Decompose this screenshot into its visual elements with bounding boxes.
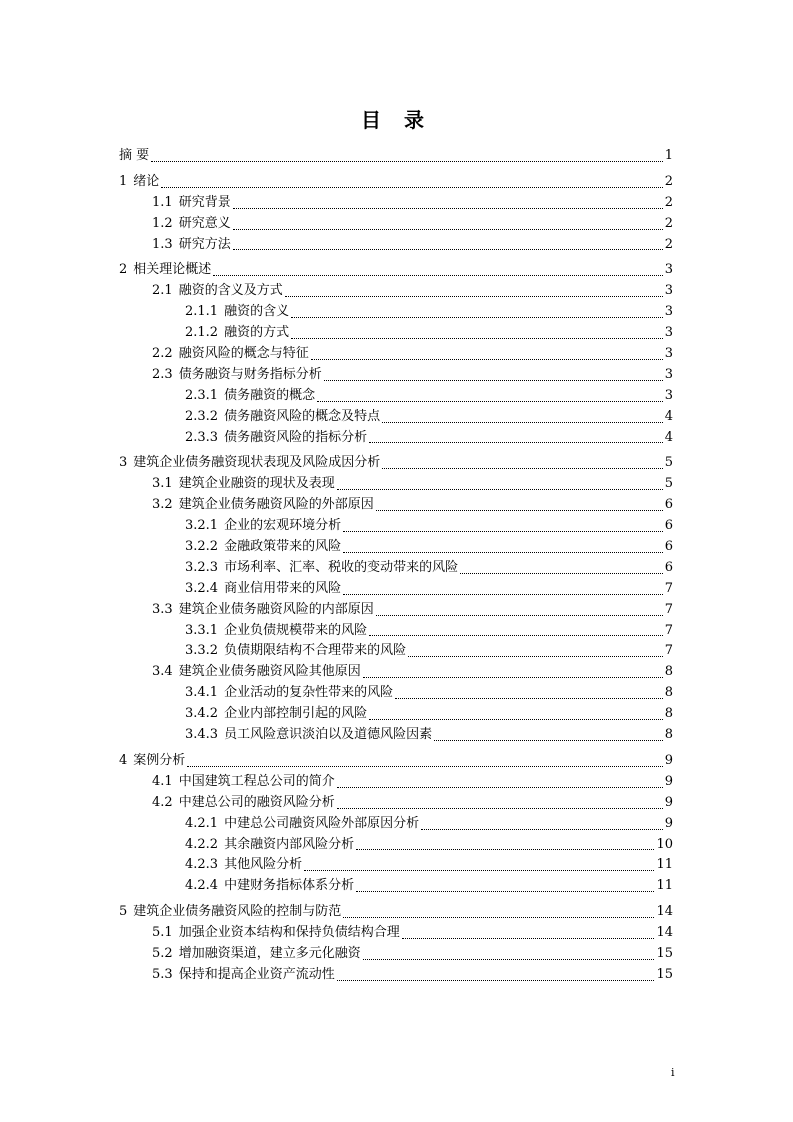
toc-entry-number: 3.2 (152, 497, 173, 513)
toc-leader-dots (337, 786, 663, 788)
toc-entry-title: 债务融资的概念 (224, 387, 316, 403)
toc-entry-page: 6 (664, 497, 673, 513)
toc-entry-title: 研究方法 (178, 236, 231, 252)
toc-entry-title: 研究背景 (178, 194, 231, 210)
toc-entry-page: 1 (664, 148, 673, 163)
toc-entry-title: 债务融资风险的概念及特点 (224, 408, 381, 424)
toc-entry-number: 2.3 (152, 366, 173, 382)
toc-leader-dots (356, 848, 654, 850)
toc-entry-number: 4.2 (152, 794, 173, 810)
toc-entry-title: 案例分析 (133, 752, 186, 768)
toc-entry-title: 企业负债规模带来的风险 (224, 622, 368, 638)
toc-entry-page: 8 (664, 664, 673, 680)
toc-entry-title: 企业活动的复杂性带来的风险 (224, 685, 394, 701)
toc-leader-dots (324, 379, 663, 381)
toc-entry-number: 3.2.2 (185, 539, 219, 555)
toc-entry[interactable] (119, 235, 673, 256)
toc-entry-number: 2.3.1 (185, 387, 219, 403)
toc-entry-page: 15 (656, 966, 673, 982)
toc-entry[interactable] (119, 814, 673, 835)
toc-entry[interactable] (119, 876, 673, 897)
toc-entry-number: 3.2.3 (185, 559, 219, 575)
toc-leader-dots (317, 400, 663, 402)
toc-leader-dots (337, 979, 655, 981)
toc-entry-title: 建筑企业融资的现状及表现 (178, 476, 335, 492)
toc-entry-number: 4.2.3 (185, 857, 219, 873)
toc-entry-title: 融资的含义及方式 (178, 283, 283, 299)
toc-entry-number: 3.3.1 (185, 622, 219, 638)
toc-entry-number: 3.4.1 (185, 685, 219, 701)
toc-leader-dots (285, 295, 663, 297)
toc-entry[interactable] (119, 537, 673, 558)
toc-entry-title: 融资的方式 (224, 325, 290, 341)
toc-entry[interactable] (119, 772, 673, 793)
toc-entry-page: 11 (656, 857, 673, 873)
toc-leader-dots (402, 937, 655, 939)
toc-leader-dots (291, 316, 663, 318)
toc-leader-dots (395, 697, 663, 699)
toc-leader-dots (382, 421, 663, 423)
toc-entry-title: 债务融资风险的指标分析 (224, 429, 368, 445)
toc-entry-page: 6 (664, 539, 673, 555)
toc-entry-title: 加强企业资本结构和保持负债结构合理 (178, 925, 400, 941)
toc-entry-number: 3 (119, 455, 128, 471)
toc-entry[interactable] (119, 323, 673, 344)
toc-entry-title: 企业内部控制引起的风险 (224, 706, 368, 722)
toc-entry[interactable] (119, 386, 673, 407)
toc-entry-number: 3.3 (152, 601, 173, 617)
toc-leader-dots (376, 614, 663, 616)
toc-leader-dots (408, 655, 663, 657)
toc-entry-page: 3 (664, 387, 673, 403)
toc-entry-page: 3 (664, 262, 673, 278)
toc-leader-dots (369, 441, 663, 443)
toc-entry-page: 6 (664, 559, 673, 575)
toc-entry-page: 7 (664, 643, 673, 659)
toc-entry[interactable] (119, 902, 673, 923)
toc-entry-title: 商业信用带来的风险 (224, 580, 342, 596)
toc-entry-title: 融资风险的概念与特征 (178, 346, 309, 362)
toc-leader-dots (363, 676, 663, 678)
toc-entry-number: 4.1 (152, 773, 173, 789)
toc-entry-number: 5.3 (152, 966, 173, 982)
toc-entry[interactable] (119, 495, 673, 516)
toc-entry-page: 4 (664, 429, 673, 445)
toc-entry-page: 11 (656, 878, 673, 894)
toc-entry-title: 金融政策带来的风险 (224, 539, 342, 555)
toc-entry-title: 债务融资与财务指标分析 (178, 366, 322, 382)
toc-leader-dots (233, 207, 663, 209)
toc-entry-title: 企业的宏观环境分析 (224, 518, 342, 534)
toc-entry-number: 5.1 (152, 925, 173, 941)
toc-entry-page: 8 (664, 706, 673, 722)
toc-entry-page: 9 (664, 752, 673, 768)
toc-entry-page: 2 (664, 215, 673, 231)
toc-entry-number: 1.2 (152, 215, 173, 231)
toc-entry[interactable] (119, 725, 673, 746)
toc-entry-title: 建筑企业债务融资风险的外部原因 (178, 497, 374, 513)
toc-entry[interactable] (119, 683, 673, 704)
toc-entry-number: 4.2.1 (185, 815, 219, 831)
toc-leader-dots (304, 869, 654, 871)
toc-entry-title: 绪论 (133, 173, 160, 189)
toc-entry-number: 3.2.1 (185, 518, 219, 534)
toc-entry-title: 增加融资渠道，建立多元化融资 (178, 945, 361, 961)
toc-entry-page: 3 (664, 346, 673, 362)
toc-entry-number: 1 (119, 173, 128, 189)
toc-leader-dots (369, 718, 663, 720)
toc-entry-title: 中建总公司的融资风险分析 (178, 794, 335, 810)
toc-entry-page: 15 (656, 945, 673, 961)
toc-leader-dots (161, 186, 662, 188)
toc-entry-page: 7 (664, 622, 673, 638)
toc-leader-dots (337, 488, 663, 490)
toc-entry-page: 6 (664, 518, 673, 534)
toc-entry-title: 中建总公司融资风险外部原因分析 (224, 815, 420, 831)
toc-entry[interactable] (119, 751, 673, 772)
toc-entry-page: 3 (664, 304, 673, 320)
toc-entry[interactable] (119, 428, 673, 449)
toc-leader-dots (460, 572, 663, 574)
toc-entry-page: 9 (664, 794, 673, 810)
toc-leader-dots (151, 160, 663, 162)
toc-leader-dots (343, 916, 654, 918)
toc-entry-number: 2 (119, 262, 128, 278)
toc-leader-dots (376, 509, 663, 511)
toc-entry[interactable] (119, 600, 673, 621)
toc-leader-dots (291, 337, 663, 339)
toc-entry[interactable] (119, 965, 673, 986)
toc-entry-title: 建筑企业债务融资现状表现及风险成因分析 (133, 455, 381, 471)
toc-entry[interactable] (119, 453, 673, 474)
toc-entry[interactable] (119, 641, 673, 662)
toc-entry-page: 5 (664, 455, 673, 471)
toc-entry[interactable] (119, 621, 673, 642)
toc-entry[interactable] (119, 344, 673, 365)
toc-leader-dots (343, 593, 663, 595)
toc-entry[interactable] (119, 923, 673, 944)
toc-entry-number: 4 (119, 752, 128, 768)
toc-entry[interactable] (119, 172, 673, 193)
toc-leader-dots (369, 634, 663, 636)
toc-entry[interactable] (119, 407, 673, 428)
toc-entry[interactable] (119, 793, 673, 814)
toc-entry-number: 3.2.4 (185, 580, 219, 596)
toc-entry[interactable] (119, 146, 673, 167)
toc-entry-page: 2 (664, 173, 673, 189)
toc-entry-number: 3.4 (152, 664, 173, 680)
toc-leader-dots (337, 807, 663, 809)
toc-entry-title: 建筑企业债务融资风险的内部原因 (178, 601, 374, 617)
toc-entry-title: 其余融资内部风险分析 (224, 836, 355, 852)
toc-entry-number: 2.1 (152, 283, 173, 299)
toc-entry[interactable] (119, 214, 673, 235)
toc-leader-dots (311, 358, 663, 360)
toc-entry[interactable] (119, 193, 673, 214)
toc-entry-number: 2.3.2 (185, 408, 219, 424)
toc-leader-dots (356, 890, 654, 892)
toc-entry[interactable] (119, 704, 673, 725)
toc-entry-title: 中建财务指标体系分析 (224, 878, 355, 894)
toc-entry-page: 8 (664, 727, 673, 743)
toc-entry[interactable] (119, 855, 673, 876)
toc-entry-page: 3 (664, 283, 673, 299)
toc-entry-title: 负债期限结构不合理带来的风险 (224, 643, 407, 659)
toc-entry-number: 3.4.3 (185, 727, 219, 743)
toc-entry-page: 2 (664, 194, 673, 210)
toc-leader-dots (213, 274, 662, 276)
toc-leader-dots (363, 958, 655, 960)
toc-entry-number: 5 (119, 904, 128, 920)
toc-entry-page: 2 (664, 236, 673, 252)
toc-entry-page: 8 (664, 685, 673, 701)
toc-entry-number: 3.3.2 (185, 643, 219, 659)
toc-entry-title: 建筑企业债务融资风险其他原因 (178, 664, 361, 680)
toc-entry[interactable] (119, 835, 673, 856)
toc-entry-number: 1.1 (152, 194, 173, 210)
toc-entry-page: 7 (664, 601, 673, 617)
toc-leader-dots (343, 530, 663, 532)
toc-entry-number: 1.3 (152, 236, 173, 252)
toc-leader-dots (382, 467, 662, 469)
toc-entry[interactable] (119, 579, 673, 600)
toc-entry-number: 5.2 (152, 945, 173, 961)
toc-entry[interactable] (119, 558, 673, 579)
toc-entry-page: 3 (664, 325, 673, 341)
toc-entry[interactable] (119, 260, 673, 281)
toc-leader-dots (233, 228, 663, 230)
toc-entry[interactable] (119, 474, 673, 495)
toc-entry-title: 相关理论概述 (133, 262, 212, 278)
toc-entry-number: 3.4.2 (185, 706, 219, 722)
toc-entry[interactable] (119, 281, 673, 302)
toc-entry[interactable] (119, 662, 673, 683)
toc-entry-page: 14 (656, 925, 673, 941)
toc-entry-page: 7 (664, 580, 673, 596)
toc-title: 目 录 (361, 108, 432, 132)
toc-entry-title: 中国建筑工程总公司的简介 (178, 773, 335, 789)
toc-entry-title: 市场利率、汇率、税收的变动带来的风险 (224, 559, 459, 575)
toc-entry-title: 融资的含义 (224, 304, 290, 320)
toc-entry-number: 4.2.4 (185, 878, 219, 894)
page-number: i (671, 1066, 675, 1079)
toc-entry-title: 其他风险分析 (224, 857, 303, 873)
table-of-contents (119, 146, 673, 986)
toc-leader-dots (434, 739, 663, 741)
toc-entry-page: 9 (664, 815, 673, 831)
toc-entry-title: 研究意义 (178, 215, 231, 231)
toc-entry[interactable] (119, 516, 673, 537)
toc-leader-dots (187, 765, 662, 767)
toc-entry-title: 保持和提高企业资产流动性 (178, 966, 335, 982)
toc-entry-number: 2.1.2 (185, 325, 219, 341)
toc-entry-page: 10 (656, 836, 673, 852)
toc-entry-title: 员工风险意识淡泊以及道德风险因素 (224, 727, 433, 743)
toc-leader-dots (233, 248, 663, 250)
toc-leader-dots (343, 551, 663, 553)
toc-entry[interactable] (119, 365, 673, 386)
toc-entry-number: 2.1.1 (185, 304, 219, 320)
toc-entry-number: 2.3.3 (185, 429, 219, 445)
toc-leader-dots (421, 828, 663, 830)
toc-entry-page: 5 (664, 476, 673, 492)
toc-entry-title: 摘 要 (119, 148, 150, 163)
toc-entry-number: 4.2.2 (185, 836, 219, 852)
toc-entry-page: 9 (664, 773, 673, 789)
toc-entry[interactable] (119, 944, 673, 965)
toc-entry-number: 3.1 (152, 476, 173, 492)
toc-entry-page: 14 (656, 904, 673, 920)
toc-entry-number: 2.2 (152, 346, 173, 362)
toc-entry-title: 建筑企业债务融资风险的控制与防范 (133, 904, 342, 920)
toc-entry[interactable] (119, 302, 673, 323)
toc-entry-page: 4 (664, 408, 673, 424)
toc-entry-page: 3 (664, 366, 673, 382)
